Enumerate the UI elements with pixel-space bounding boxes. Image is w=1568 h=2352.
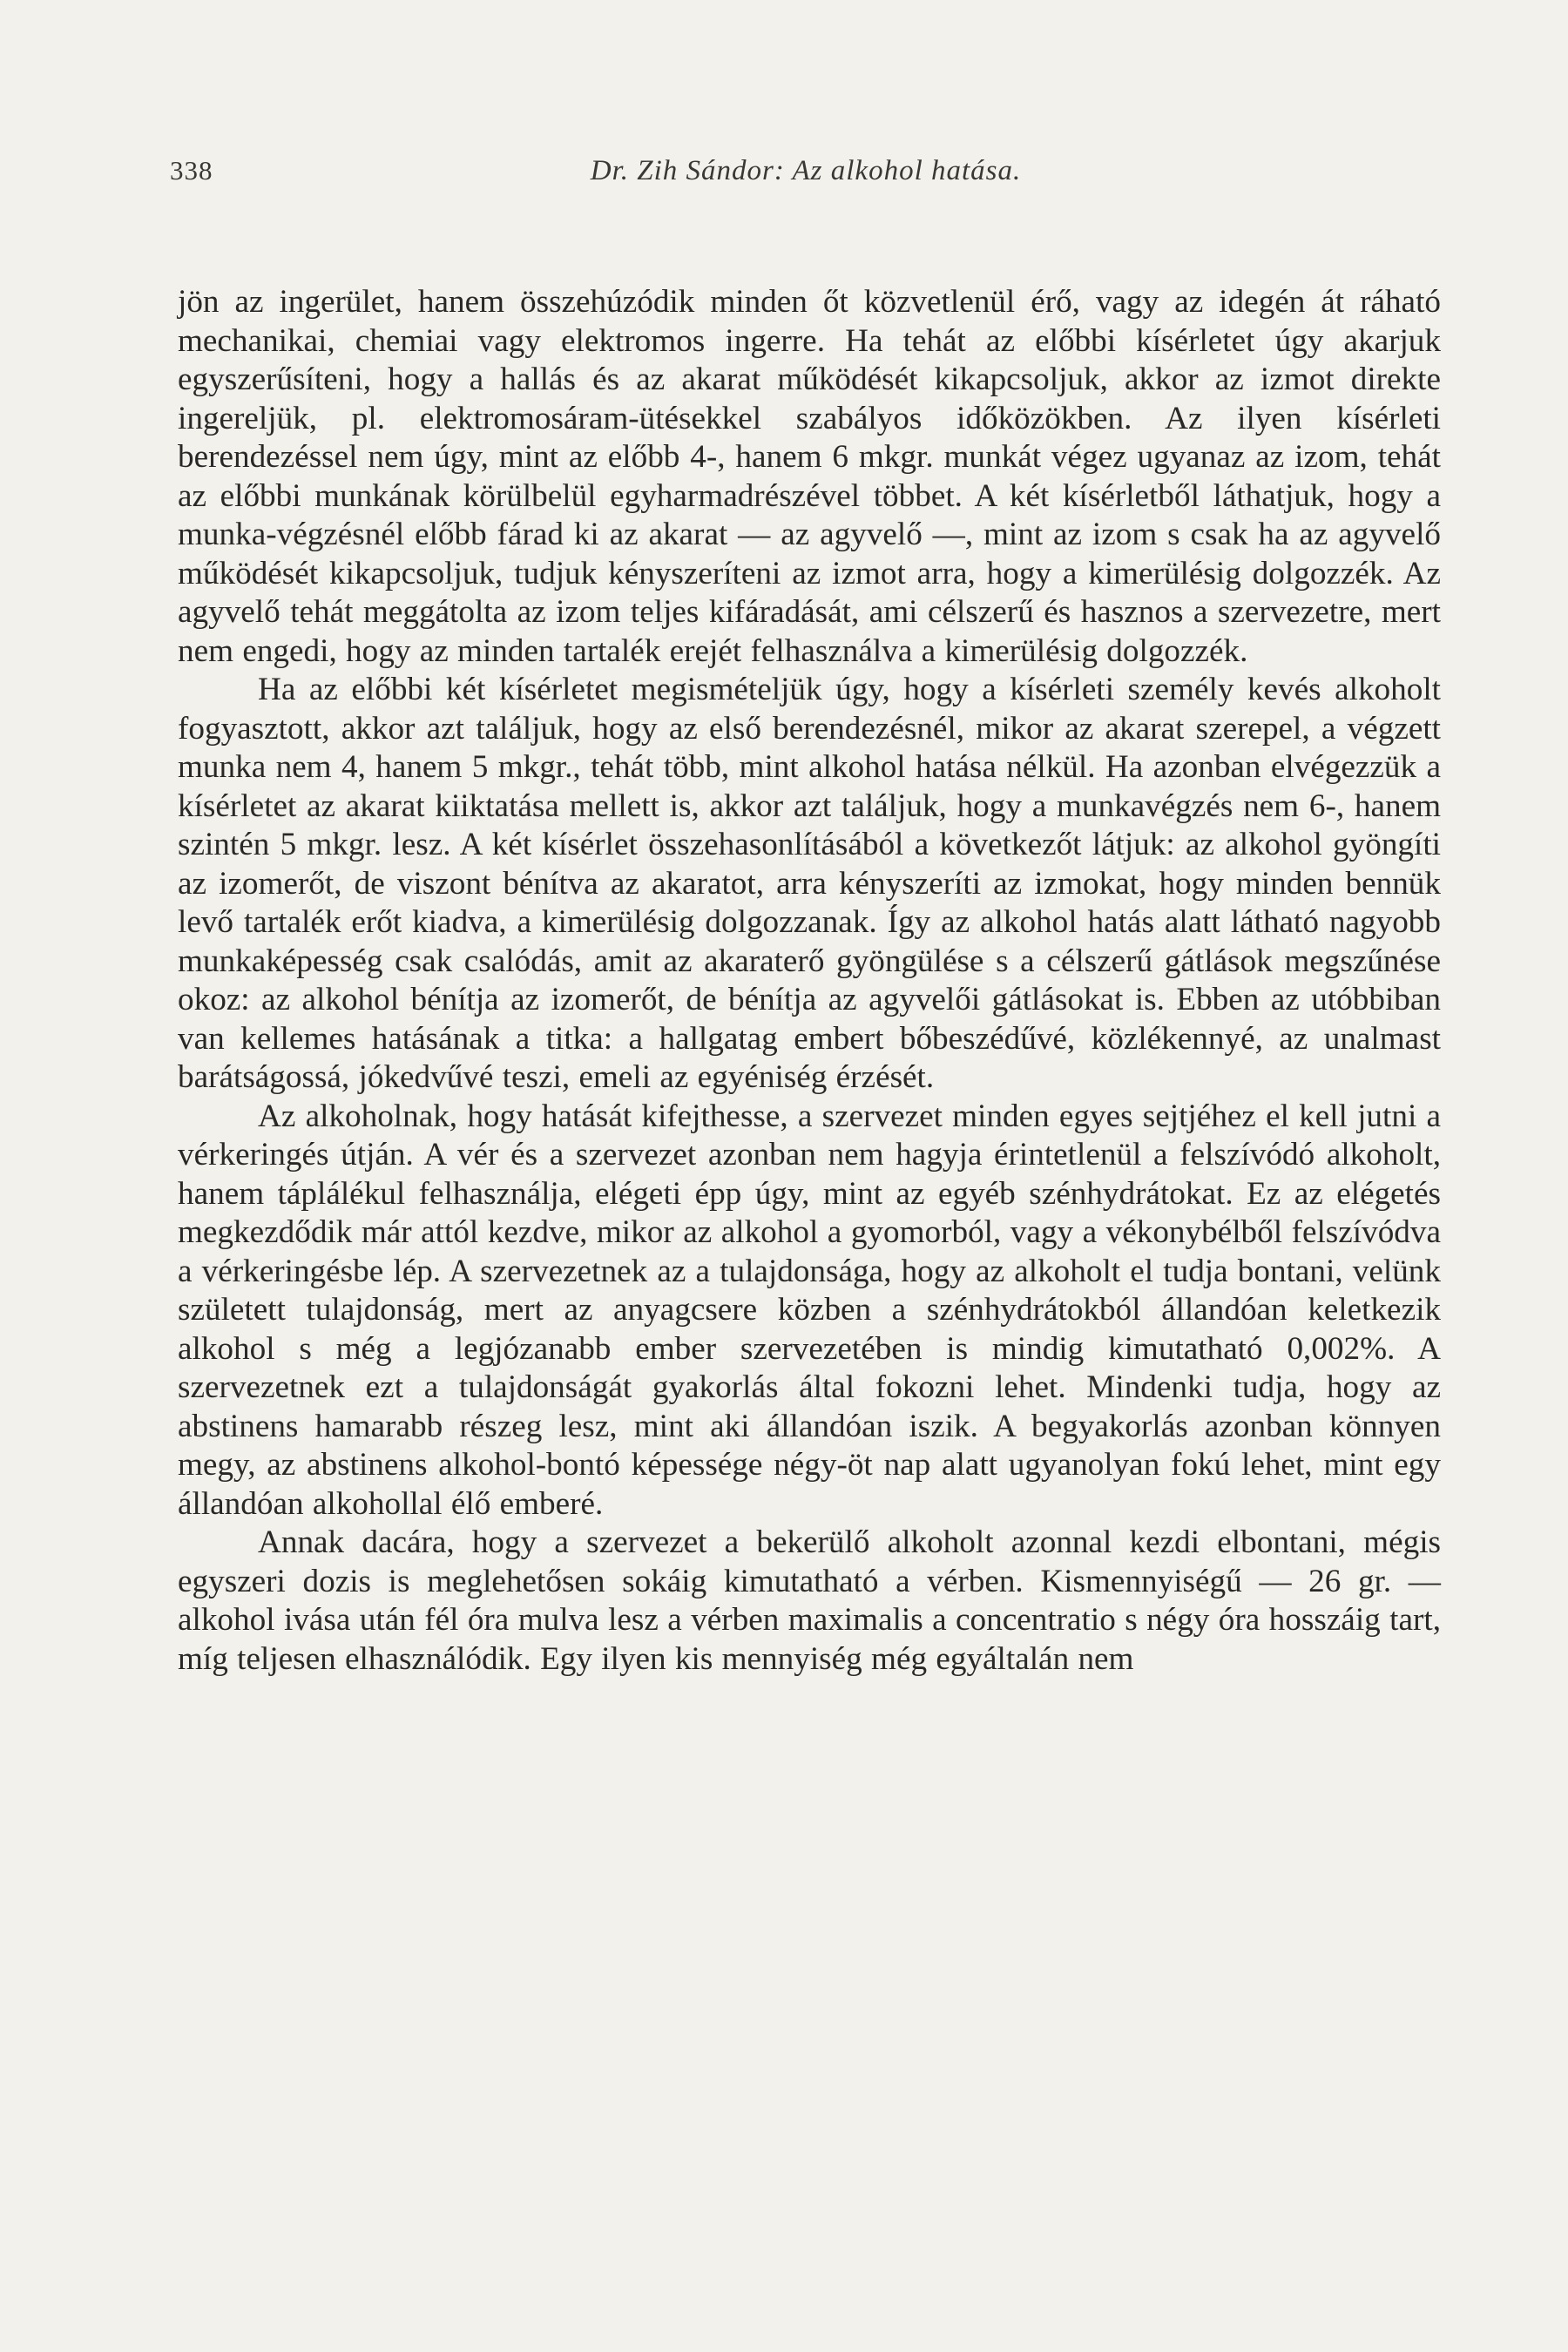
page-header xyxy=(170,155,1442,207)
paragraph-2: Ha az előbbi két kísérletet megismételjük úgy, hogy a kísérleti személy kevés alkoholt fogyasztott, akkor azt találjuk, hogy az első berendezésnél, mikor az akarat szerepel, a végzett munka nem 4, hanem 5 mkgr., tehát több, mint alkohol hatása nélkül. Ha azonban elvégezzük a kísérletet az akarat kiiktatása mellett is, akkor azt találjuk, hogy a munkavégzés nem 6-, hanem szintén 5 mkgr. lesz. A két kísérlet összehasonlításából a következőt látjuk: az alkohol gyöngíti az izomerőt, de viszont bénítva az akaratot, arra kényszeríti az izmokat, hogy minden bennük levő tartalék erőt kiadva, a kimerülésig dolgozzanak. Így az alkohol hatás alatt látható nagyobb munkaképesség csak csalódás, amit az akaraterő gyöngülése s a célszerű gátlások megszűnése okoz: az alkohol bénítja az izomerőt, de bénítja az agyvelői gátlásokat is. Ebben az utóbbiban van kellemes hatásának a titka: a hallgatag embert bőbeszédűvé, közlékennyé, az unalmast barátságossá, jókedvűvé teszi, emeli az egyéniség érzését. xyxy=(178,672,1441,1095)
paragraph-3: Az alkoholnak, hogy hatását kifejthesse, a szervezet minden egyes sejtjéhez el kell jutni a vérkeringés útján. A vér és a szervezet azonban nem hagyja érintetlenül a felszívódó alkoholt, hanem táplálékul felhasználja, elégeti épp úgy, mint az egyéb szénhydrátokat. Ez az elégetés megkezdődik már attól kezdve, mikor az alkohol a gyomorból, vagy a vékonybélből felszívódva a vérkeringésbe lép. A szervezetnek az a tulajdonsága, hogy az alkoholt el tudja bontani, velünk született tulajdonság, mert az anyagcsere közben a szénhydrátokból állandóan keletkezik alkohol s még a legjózanabb ember szervezetében is mindig kimutatható 0,002%. A szervezetnek ezt a tulajdonságát gyakorlás által fokozni lehet. Mindenki tudja, hogy az abstinens hamarabb részeg lesz, mint aki állandóan iszik. A begyakorlás azonban könnyen megy, az abstinens alkohol-bontó képessége négy-öt nap alatt ugyanolyan fokú lehet, mint egy állandóan alkohollal élő emberé. xyxy=(178,1098,1441,1522)
page-number: 338 xyxy=(170,155,213,186)
paragraph-1: jön az ingerület, hanem összehúzódik minden őt közvetlenül érő, vagy az idegén át ráható mechanikai, chemiai vagy elektromos ingerre. Ha tehát az előbbi kísérletet úgy akarjuk egyszerűsíteni, hogy a hallás és az akarat működését kikapcsoljuk, akkor az izmot direkte ingereljük, pl. elektromosáram-ütésekkel szabályos időközökben. Az ilyen kísérleti berendezéssel nem úgy, mint az előbb 4-, hanem 6 mkgr. munkát végez ugyanaz az izom, tehát az előbbi munkának körülbelül egyharmadrészével többet. A két kísérletből láthatjuk, hogy a munka-végzésnél előbb fárad ki az akarat — az agyvelő —, mint az izom s csak ha az agyvelő működését kikapcsoljuk, tudjuk kényszeríteni az izmot arra, hogy a kimerülésig dolgozzék. Az agyvelő tehát meggátolta az izom teljes kifáradását, ami célszerű és hasznos a szervezetre, mert nem engedi, hogy az minden tartalék erejét felhasználva a kimerülésig dolgozzék. xyxy=(178,284,1441,669)
body-text xyxy=(178,283,1441,1679)
running-head: Dr. Zih Sándor: Az alkohol hatása. xyxy=(590,155,1022,186)
paragraph-4: Annak dacára, hogy a szervezet a bekerülő alkoholt azonnal kezdi elbontani, mégis egyszeri dozis is meglehetősen sokáig kimutatható a vérben. Kismennyiségű — 26 gr. — alkohol ivása után fél óra mulva lesz a vérben maximalis a concentratio s négy óra hosszáig tart, míg teljesen elhasználódik. Egy ilyen kis mennyiség még egyáltalán nem xyxy=(178,1524,1441,1677)
